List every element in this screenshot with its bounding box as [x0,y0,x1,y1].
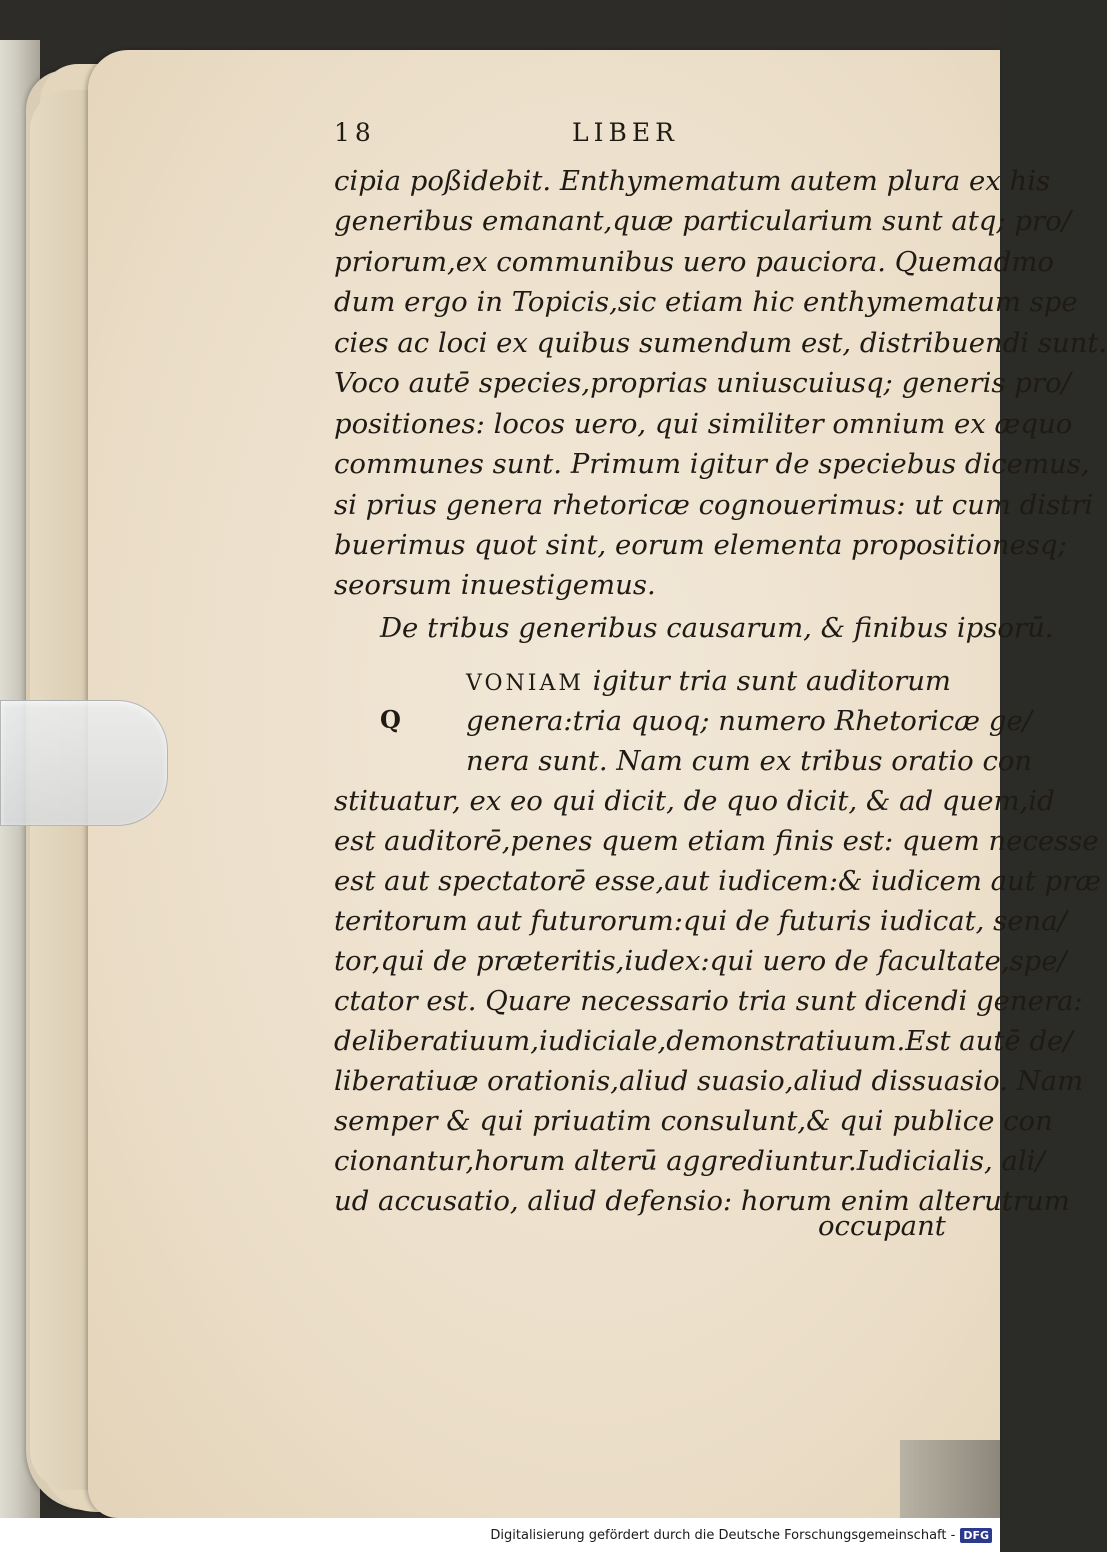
footer-credit-bar [0,1518,1000,1552]
body-line: Voco autē species,proprias uniuscuiusq; generis pro/ [334,367,1071,399]
paragraph-line: liberatiuæ orationis,aliud suasio,aliud dissuasio. Nam [334,1065,1084,1097]
paragraph-line: ctator est. Quare necessario tria sunt dicendi genera: [334,985,1083,1017]
paragraph-line: semper & qui priuatim consulunt,& qui publice con [334,1105,1053,1137]
paragraph-line: stituatur, ex eo qui dicit, de quo dicit, & ad quem,id [334,785,1055,817]
body-line: cipia poßidebit. Enthymematum autem plura ex his [334,165,1051,197]
body-line: priorum,ex communibus uero pauciora. Quemadmo [334,246,1054,278]
initial-letter: Q [380,705,401,734]
section-heading: De tribus generibus causarum, & finibus ipsorū. [380,612,1054,644]
body-line: seorsum inuestigemus. [334,569,656,601]
body-line: cies ac loci ex quibus sumendum est, distribuendi sunt. [334,327,1107,359]
paragraph-first-line [466,662,952,703]
paragraph-line: est aut spectatorē esse,aut iudicem:& iudicem aut præ [334,865,1102,897]
paragraph-line: teritorum aut futurorum:qui de futuris iudicat, sena/ [334,905,1067,937]
paragraph-line: tor,qui de præteritis,iudex:qui uero de facultate,spe/ [334,945,1067,977]
footer-credit: Digitalisierung gefördert durch die Deutsche Forschungsgemeinschaft - [490,1527,956,1543]
body-line: generibus emanant,quæ particularium sunt atq; pro/ [334,205,1071,237]
body-line: buerimus quot sint, eorum elementa propositionesq; [334,529,1067,561]
paragraph-line: deliberatiuum,iudiciale,demonstratiuum.Est autē de/ [334,1025,1073,1057]
body-line: dum ergo in Topicis,sic etiam hic enthymematum spe [334,286,1078,318]
indented-line: nera sunt. Nam cum ex tribus oratio con [466,745,1033,777]
paragraph-line: cionantur,horum alterū aggrediuntur.Iudicialis, ali/ [334,1145,1045,1177]
first-line-text: igitur tria sunt auditorum [592,665,952,697]
page-clip [0,700,168,826]
opening-word: VONIAM [466,671,584,696]
body-line: si prius genera rhetoricæ cognouerimus: ut cum distri [334,489,1094,521]
indented-line: genera:tria quoq; numero Rhetoricæ ge/ [466,705,1032,737]
paragraph-line: ud accusatio, aliud defensio: horum enim alterutrum [334,1185,1070,1217]
body-line: positiones: locos uero, qui similiter omnium ex æquo [334,408,1073,440]
page-number: 18 [334,118,376,147]
catchword: occupant [818,1210,946,1242]
running-title: LIBER [572,118,679,147]
dfg-logo-icon: DFG [960,1528,992,1543]
body-line: communes sunt. Primum igitur de speciebus dicemus, [334,448,1090,480]
paragraph-line: est auditorē,penes quem etiam finis est: quem necesse [334,825,1099,857]
